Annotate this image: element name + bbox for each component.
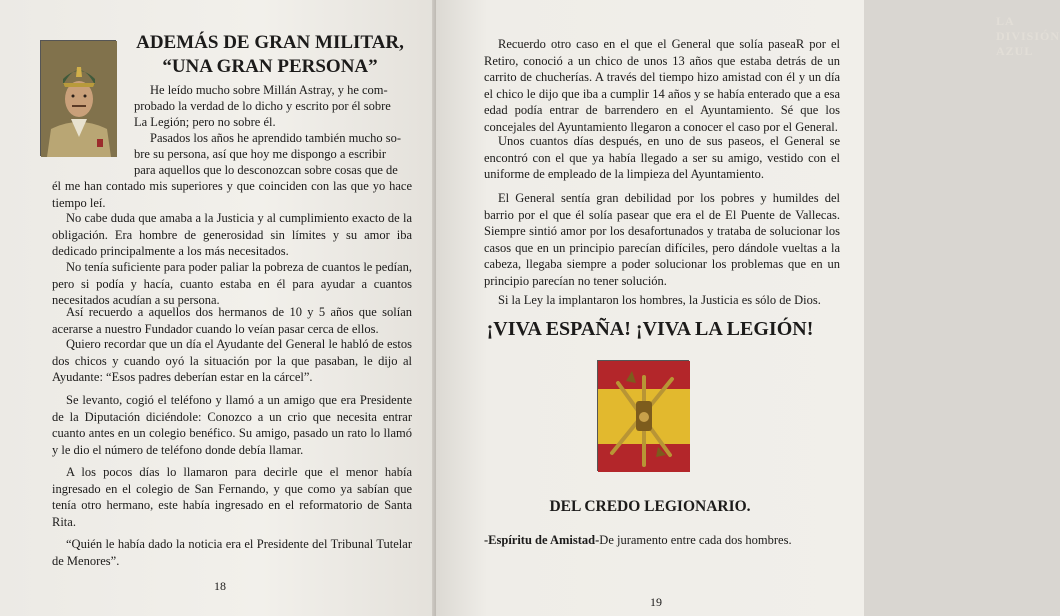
paragraph: No cabe duda que amaba a la Justicia y al cumplimiento exacto de la obligación. Era hombre de generosidad sin límites y su amor iba dedicado principalmente a los más necesitados. <box>52 211 412 258</box>
paragraph: Unos cuantos días después, en uno de sus paseos, el General se encontró con el que ya había llegado a ser su amigo, vestido con el uniforme de empleado de la limpieza del Ayuntamiento. <box>484 134 840 181</box>
page-number: 18 <box>214 579 226 593</box>
left-page <box>0 0 436 616</box>
paragraph: “Quién le había dado la noticia era el Presidente del Tribunal Tutelar de Menores”. <box>52 537 412 568</box>
intro-line: Pasados los años he aprendido también mucho so- <box>150 131 401 145</box>
paragraph: No tenía suficiente para poder paliar la pobreza de cuantos le pedían, pero si podía y hacía, cuanto estaba en él para ayudar a cuantos necesitados acudían a su persona. <box>52 260 412 307</box>
paragraph: él me han contado mis superiores y que coinciden con las que yo hace tiempo leí. <box>52 179 412 210</box>
paragraph: Quiero recordar que un día el Ayudante del General le habló de estos dos chicos y cuando oyó la situación por la que pasaban, le dijo al Ayudante: “Esos padres deberían estar en la cárcel”. <box>52 337 412 384</box>
right-page <box>436 0 1060 616</box>
legion-emblem-flag <box>597 360 689 471</box>
credo-text: De juramento entre cada dos hombres. <box>599 533 792 547</box>
page-number: 19 <box>650 595 662 609</box>
paragraph: Así recuerdo a aquellos dos hermanos de 10 y 5 años que solían acerarse a nuestro Fundador cuando lo veían pasar cerca de ellos. <box>52 305 412 336</box>
article-title-line1: ADEMÁS DE GRAN MILITAR, <box>136 32 404 53</box>
paragraph: A los pocos días lo llamaron para decirle que el menor había ingresado en el colegio de San Fernando, y que como ya sabían que tenía otro hermano, este había ingresado en el reformatorio de Santa Rita. <box>52 465 412 529</box>
show-through-text: LA DIVISIÓN AZUL <box>996 14 1060 58</box>
paragraph: Recuerdo otro caso en el que el General que solía paseaR por el Retiro, conoció a un chico de unos 13 años que estaba detrás de un carrito de chucherías. A través del tiempo hizo amistad con él y un día el chico le dijo que iba a cumplir 14 años y se había enterado que a esa edad podía entrar de barrendero en el Ayuntamiento. Sé que los concejales del Ayuntamiento llegaron a conocer el caso por el General. <box>484 37 840 134</box>
paragraph: Se levanto, cogió el teléfono y llamó a un amigo que era Presidente de la Diputación diciéndole: Conozco a un crio que necesita entrar cuanto antes en un colegio benéfico. Su amigo, pasado un rato lo llamó y le dio el número de teléfono donde debía llamar. <box>52 393 412 457</box>
article-title-line2: “UNA GRAN PERSONA” <box>162 56 378 77</box>
intro-line: bre su persona, así que hoy me dispongo a escribir <box>134 147 387 161</box>
slogan: ¡VIVA ESPAÑA! ¡VIVA LA LEGIÓN! <box>486 318 814 340</box>
paragraph: Si la Ley la implantaron los hombres, la Justicia es sólo de Dios. <box>498 293 821 307</box>
intro-line: probado la verdad de lo dicho y escrito por él sobre <box>134 99 391 113</box>
section-title: DEL CREDO LEGIONARIO. <box>549 498 751 515</box>
portrait-photo <box>40 40 116 156</box>
intro-line: La Legión; pero no sobre él. <box>134 115 276 129</box>
paragraph: El General sentía gran debilidad por los pobres y humildes del barrio por el que él solía pasear que era el de El Puente de Vallecas. Siempre sintió amor por los desafortunados y trataba de solucionar los casos que en un principio parecían difíciles, pero dándole vueltas a la cabeza, llegaba siempre a poder solucionar los problemas que en un principio parecían no tener solución. <box>484 191 840 288</box>
credo-label: -Espíritu de Amistad- <box>484 533 600 547</box>
intro-line: He leído mucho sobre Millán Astray, y he com- <box>150 83 388 97</box>
credo-line <box>484 532 824 549</box>
intro-line: para aquellos que lo desconozcan sobre cosas que de <box>134 163 398 177</box>
